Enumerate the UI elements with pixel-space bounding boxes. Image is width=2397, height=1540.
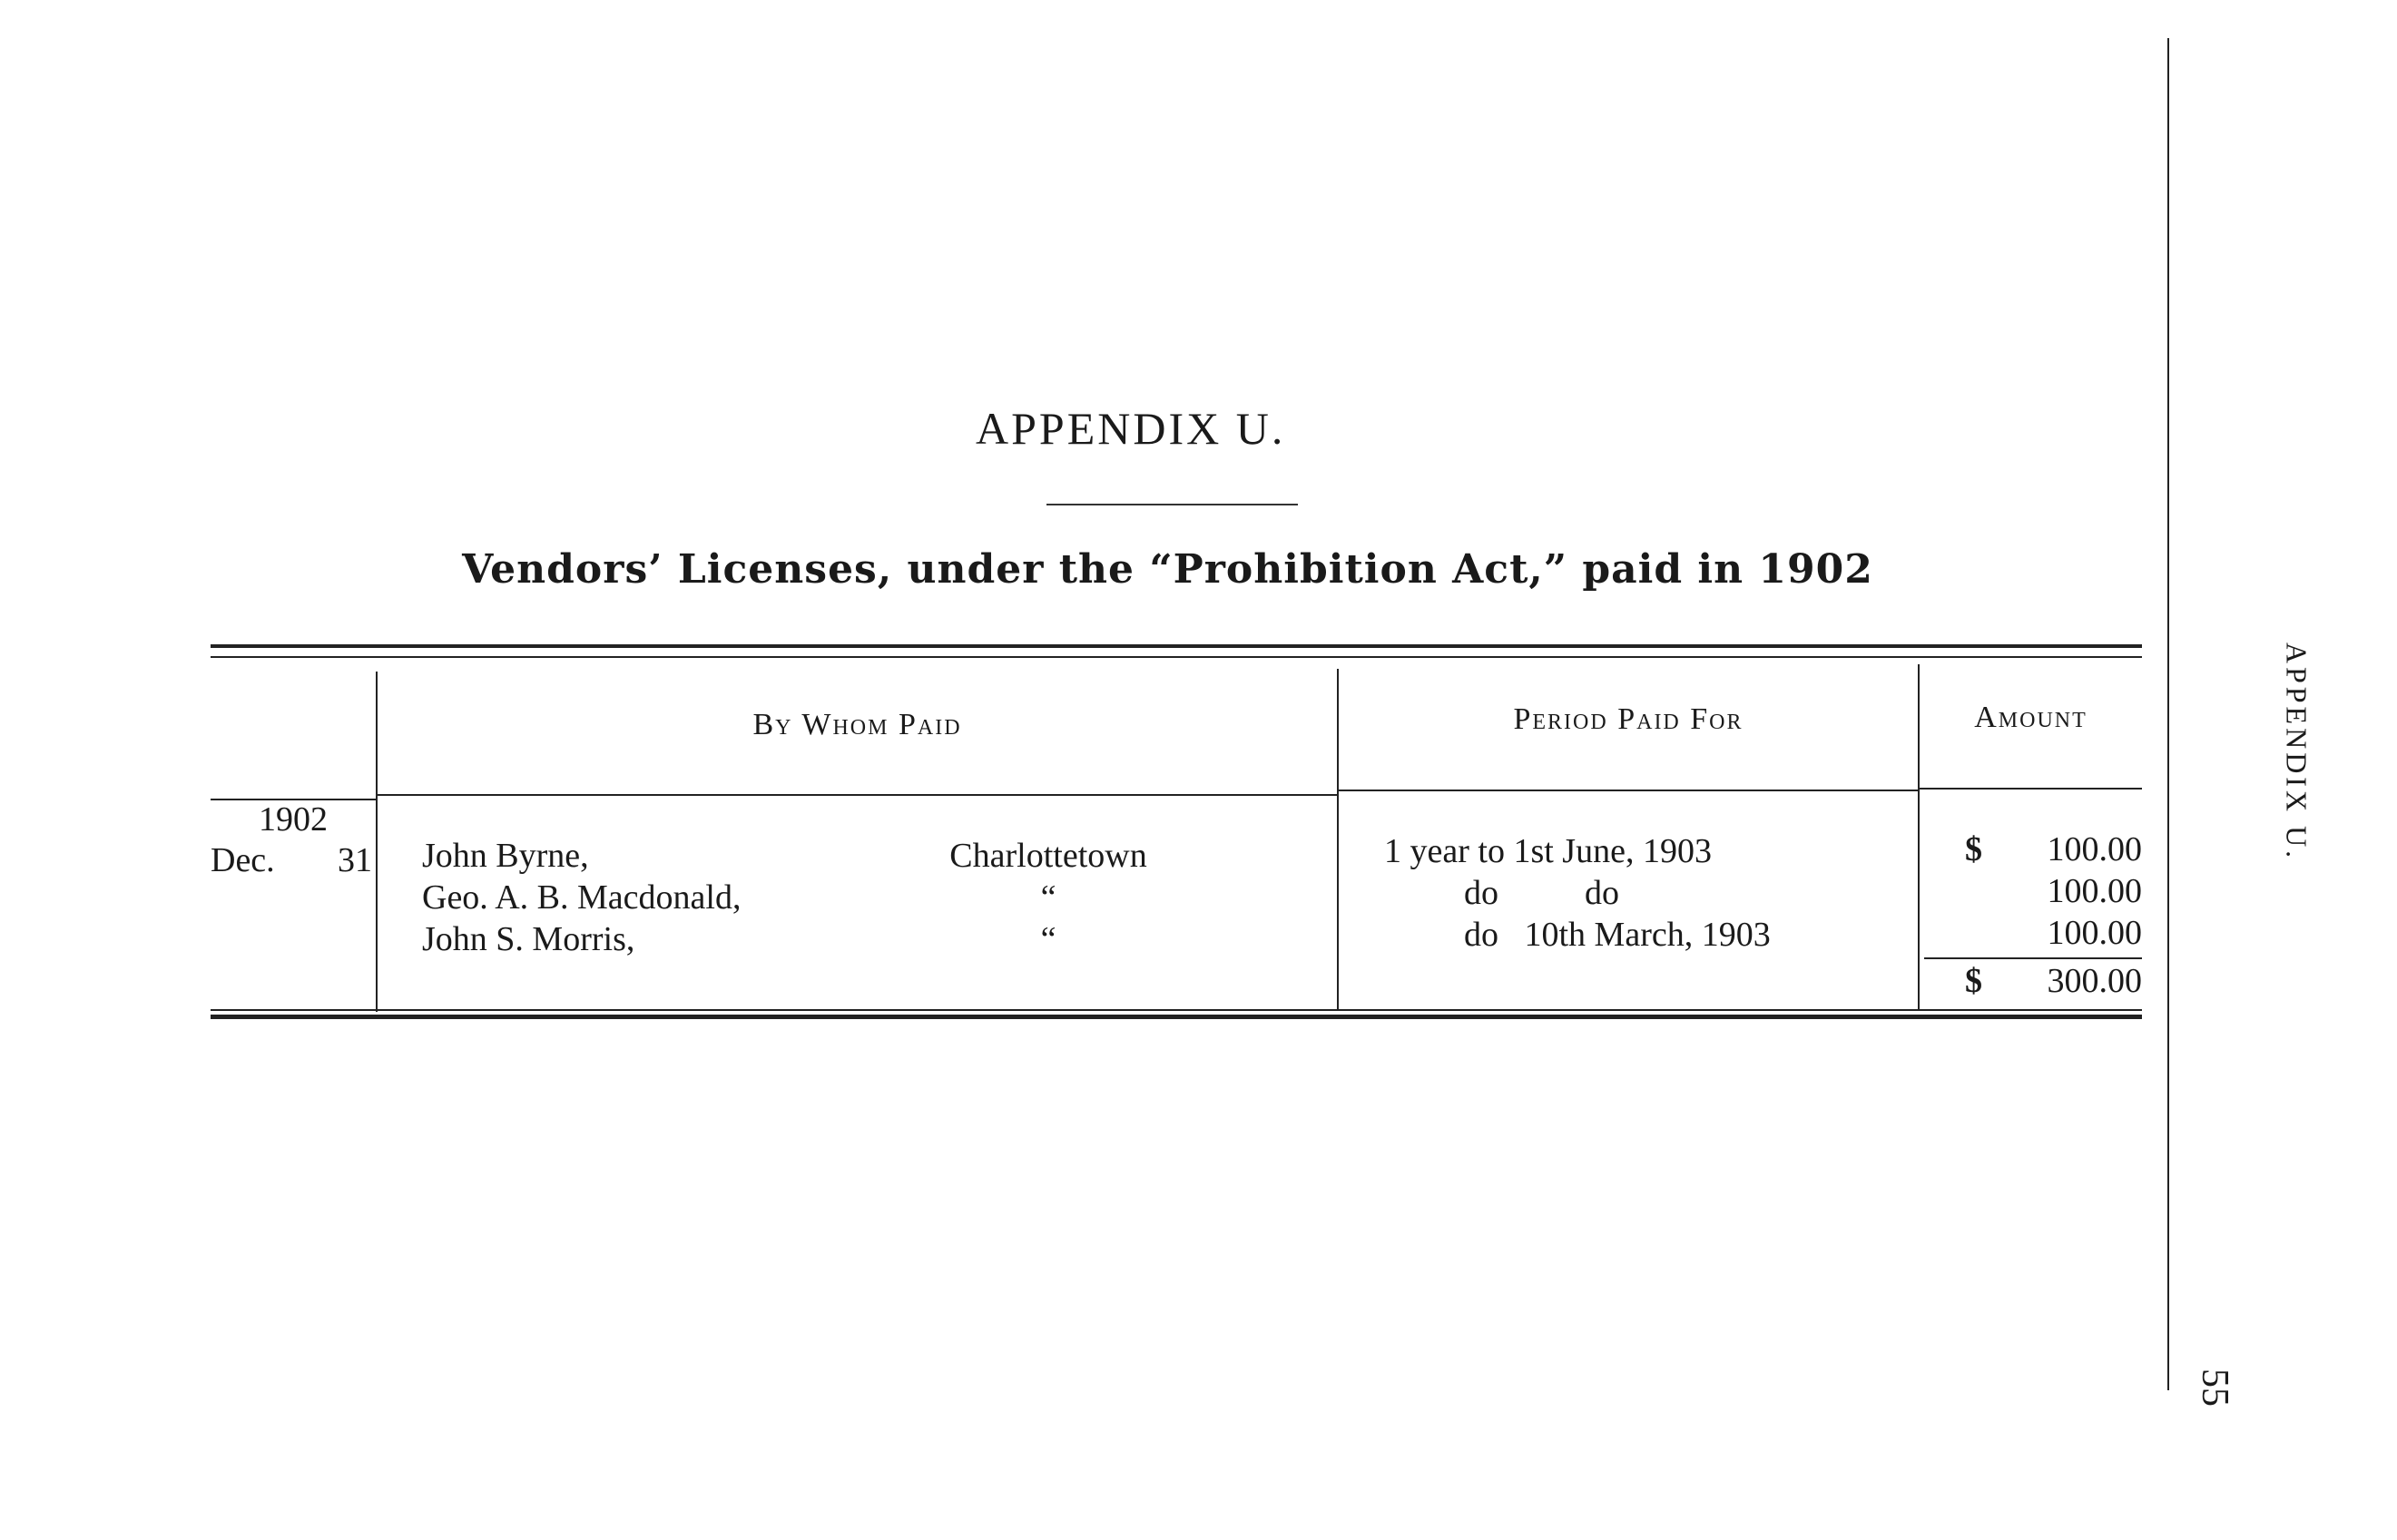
period-paid: do do <box>1464 874 1619 912</box>
page-number: 55 <box>2194 1368 2235 1407</box>
total-rule <box>1924 957 2142 959</box>
total-amount: 300.00 <box>2047 962 2142 1000</box>
appendix-title: APPENDIX U. <box>976 403 1286 454</box>
header-by-whom-paid: By Whom Paid <box>752 708 962 741</box>
right-margin-rule <box>2167 38 2169 1390</box>
total-dollar-sign: $ <box>1965 962 1982 1000</box>
payer-place: “ <box>1040 878 1056 917</box>
side-label: APPENDIX U. <box>2280 642 2313 862</box>
period-paid: do 10th March, 1903 <box>1464 916 1771 954</box>
dollar-sign: $ <box>1965 830 1982 868</box>
date-day-cell: 31 <box>338 841 372 879</box>
payer-place: “ <box>1040 920 1056 958</box>
page-heading: Vendors’ Licenses, under the “Prohibition Act,” paid in 1902 <box>462 546 1873 593</box>
period-paid: 1 year to 1st June, 1903 <box>1384 832 1712 870</box>
year-cell: 1902 <box>259 800 328 839</box>
date-month-cell: Dec. <box>211 841 275 879</box>
amount-value: 100.00 <box>2047 830 2142 868</box>
table-bottom-rule-thin <box>211 1009 2142 1011</box>
table-top-rule-thin <box>211 656 2142 658</box>
payer-name: Geo. A. B. Macdonald, <box>422 878 742 917</box>
table-bottom-rule-thick <box>211 1015 2142 1019</box>
header-period-paid-for: Period Paid For <box>1513 702 1744 736</box>
amount-value: 100.00 <box>2047 914 2142 952</box>
header-rule-period <box>1339 790 1918 791</box>
title-rule <box>1046 504 1298 505</box>
header-rule-name <box>378 794 1337 796</box>
header-amount: Amount <box>1974 701 2088 734</box>
header-rule-amount <box>1920 788 2142 790</box>
table-top-rule-thick <box>211 644 2142 648</box>
amount-value: 100.00 <box>2047 872 2142 910</box>
payer-name: John S. Morris, <box>422 920 635 958</box>
payer-place: Charlottetown <box>949 837 1147 875</box>
payer-name: John Byrne, <box>422 837 589 875</box>
